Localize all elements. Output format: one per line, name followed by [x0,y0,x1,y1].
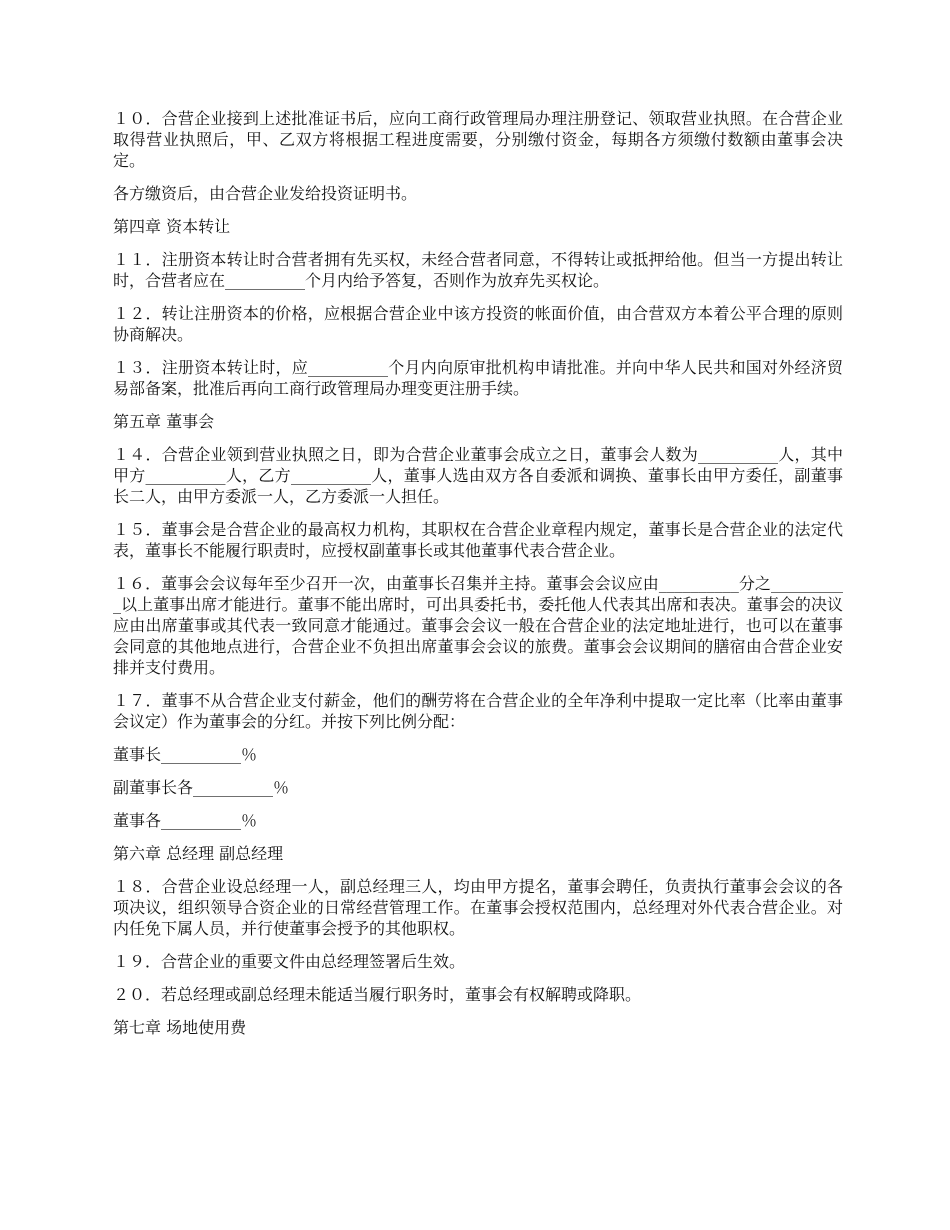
clause-17: １７．董事不从合营企业支付薪金，他们的酬劳将在合营企业的全年净利中提取一定比率（比率由董事会议定）作为董事会的分红。并按下列比例分配： [113,691,843,731]
paragraph-investment-certificate: 各方缴资后，由合营企业发给投资证明书。 [113,184,418,203]
clause-16: １６．董事会会议每年至少召开一次，由董事长召集并主持。董事会会议应由__________分之__________以上董事出席才能进行。董事不能出席时，可出具委托书，委托他人代表其出席和表决。董事会的决议应由出席董事或其代表一致同意才能通过。董事会会议一般在合营企业的法定地址进行，也可以在董事会同意的其他地点进行，合营企业不负担出席董事会会议的旅费。董事会会议期间的膳宿由合营企业安排并支付费用。 [113,574,843,677]
chapter-4-heading: 第四章 资本转让 [113,217,231,236]
document-page [113,108,843,1050]
clause-11: １１．注册资本转让时合营者拥有先买权，未经合营者同意，不得转让或抵押给他。但当一方提出转让时，合营者应在__________个月内给予答复，否则作为放弃先买权论。 [113,250,843,290]
clause-18: １８．合营企业设总经理一人，副总经理三人，均由甲方提名，董事会聘任，负责执行董事会会议的各项决议，组织领导合资企业的日常经营管理工作。在董事会授权范围内，总经理对外代表合营企业。对内任免下属人员，并行使董事会授予的其他职权。 [113,877,843,938]
clause-13: １３．注册资本转让时，应__________个月内向原审批机构申请批准。并向中华人民共和国对外经济贸易部备案，批准后再向工商行政管理局办理变更注册手续。 [113,358,843,398]
chapter-5-heading: 第五章 董事会 [113,412,215,431]
ratio-vice-chairman: 副董事长各__________％ [113,778,290,797]
chapter-6-heading: 第六章 总经理 副总经理 [113,844,284,863]
clause-14: １４．合营企业领到营业执照之日，即为合营企业董事会成立之日，董事会人数为__________人，其中甲方__________人，乙方__________人，董事人选由双方各自委派和调换、董事长由甲方委任，副董事长二人，由甲方委派一人，乙方委派一人担任。 [113,445,843,506]
clause-10: １０．合营企业接到上述批准证书后，应向工商行政管理局办理注册登记、领取营业执照。在合营企业取得营业执照后，甲、乙双方将根据工程进度需要，分别缴付资金，每期各方须缴付数额由董事会决定。 [113,109,843,170]
clause-20: ２０．若总经理或副总经理未能适当履行职务时，董事会有权解聘或降职。 [113,985,642,1004]
ratio-chairman: 董事长__________％ [113,745,258,764]
chapter-7-heading: 第七章 场地使用费 [113,1018,247,1037]
clause-12: １２．转让注册资本的价格，应根据合营企业中该方投资的帐面价值，由合营双方本着公平合理的原则协商解决。 [113,304,843,344]
clause-19: １９．合营企业的重要文件由总经理签署后生效。 [113,952,466,971]
ratio-director: 董事各__________％ [113,811,258,830]
clause-15: １５．董事会是合营企业的最高权力机构，其职权在合营企业章程内规定，董事长是合营企业的法定代表，董事长不能履行职责时，应授权副董事长或其他董事代表合营企业。 [113,520,843,560]
